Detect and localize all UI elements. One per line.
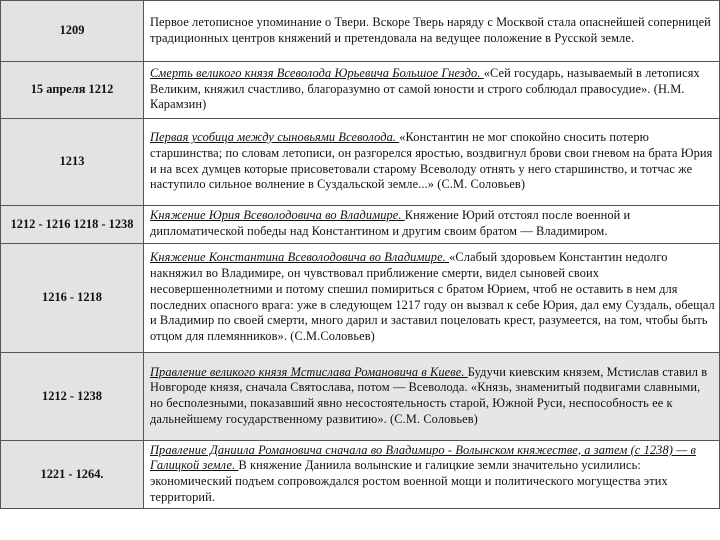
table-row: [1, 1, 720, 62]
event-text: «Слабый здоровьем Константин недолго накняжил во Владимире, он чувствовал приближение смерти, видел сыновей своих несовершеннолетними и потому спешил помириться с братом Юрием, чтоб не оставить в нем для последних опасного врага: уже в следующем 1217 году он вызвал к себе Юрия, дал ему Суздаль, обещал и Владимир по своей смерти, много дарил и заставил поцеловать крест, разумеется, на том, чтобы быть отцом для племянников». (С.М.Соловьев): [150, 250, 715, 343]
event-text: Княжение Юрий отстоял после военной и дипломатической победы над Константином и другим своим братом — Владимиром.: [150, 208, 631, 238]
event-text: Первое летописное упоминание о Твери. Вскоре Тверь наряду с Москвой стала опаснейшей соперницей традиционных центров княжений и претендовала на ведущее положение в Русской земле.: [150, 14, 711, 45]
table-row: [1, 62, 720, 119]
event-cell: [144, 353, 720, 441]
event-text: «Константин не мог спокойно сносить потерю старшинства; по словам летописи, он разгорелся яростью, воздвигнул брови свои гневом на брата Юрия и на всех думцев которые присоветовали старому Всеволоду отнять у него старшинство, и тотчас же наступило сильное волнение в Суздальской земле...» (С.М. Соловьев): [150, 130, 713, 192]
event-text: «Сей государь, называемый в летописях Великим, княжил счастливо, благоразумно от самой юности и строго соблюдал правосудие». (Н.М. Карамзин): [150, 65, 700, 112]
date-cell: 1213: [1, 119, 144, 206]
event-heading: Смерть великого князя Всеволода Юрьевича Большое Гнездо.: [150, 65, 484, 80]
event-cell: [144, 441, 720, 509]
date-cell: 1216 - 1218: [1, 244, 144, 353]
date-cell: 1212 - 1238: [1, 353, 144, 441]
event-cell: [144, 62, 720, 119]
event-cell: [144, 1, 720, 62]
table-row: [1, 441, 720, 509]
event-cell: [144, 206, 720, 244]
table-row: [1, 206, 720, 244]
event-heading: Правление Даниила Романовича сначала во Владимиро - Волынском княжестве, а затем (с 1238) — в Галицкой земле.: [150, 442, 696, 473]
date-cell: 15 апреля 1212: [1, 62, 144, 119]
event-cell: [144, 119, 720, 206]
event-text: В княжение Даниила волынские и галицкие земли значительно усилились: экономический подъем сопровождался ростом военной мощи и политического могущества этих территорий.: [150, 458, 668, 504]
table-row: [1, 244, 720, 353]
date-cell: 1209: [1, 1, 144, 62]
event-text: Будучи киевским князем, Мстислав ставил в Новгороде князя, сначала Святослава, потом — Всеволода. «Князь, знаменитый подвигами славными, но бесполезными, показавший явно несостоятельность старой, Южной Руси, неспособность ее к дальнейшему государственному развитию». (С.М. Соловьев): [150, 364, 708, 426]
table-row: [1, 119, 720, 206]
event-cell: [144, 244, 720, 353]
table-row: [1, 353, 720, 441]
event-heading: Правление великого князя Мстислава Романовича в Киеве.: [150, 364, 468, 379]
event-heading: Первая усобица между сыновьями Всеволода.: [150, 130, 400, 145]
event-heading: Княжение Константина Всеволодовича во Владимире.: [150, 250, 450, 265]
date-cell: 1212 - 1216 1218 - 1238: [1, 206, 144, 244]
event-heading: Княжение Юрия Всеволодовича во Владимире.: [150, 208, 405, 223]
date-cell: 1221 - 1264.: [1, 441, 144, 509]
